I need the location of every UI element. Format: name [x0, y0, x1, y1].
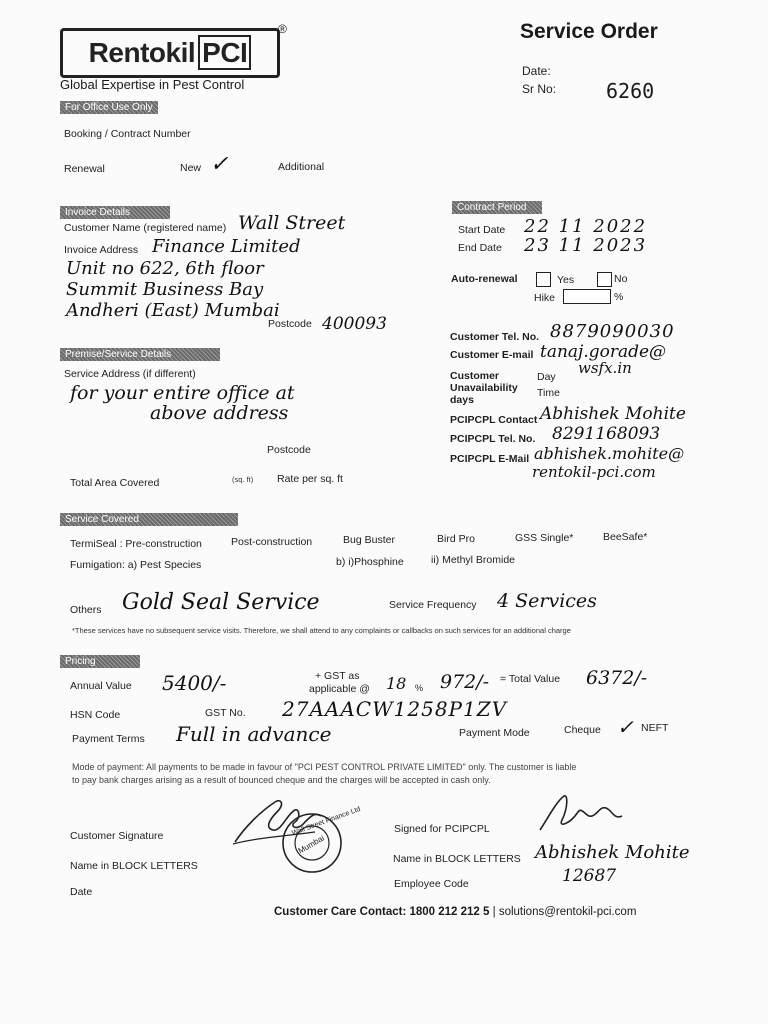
invoice-address-label: Invoice Address	[64, 244, 139, 256]
payment-mode-label: Payment Mode	[459, 727, 530, 739]
service-address-line1: for your entire office at	[70, 382, 295, 404]
gst-label-1: + GST as	[315, 670, 360, 682]
annual-value-label: Annual Value	[70, 680, 132, 692]
bird-pro-label: Bird Pro	[437, 533, 475, 545]
hike-label: Hike	[534, 292, 556, 304]
phosphine-label: b) i)Phosphine	[336, 556, 404, 568]
end-date-value: 23 11 2023	[524, 235, 648, 256]
stamp-inner-text: Mumbai	[296, 833, 326, 856]
customer-block-letters-label: Name in BLOCK LETTERS	[70, 860, 198, 872]
cheque-label: Cheque	[564, 724, 601, 736]
service-frequency-value: 4 Services	[497, 590, 597, 612]
office-use-band: For Office Use Only	[60, 101, 158, 114]
invoice-postcode-label: Postcode	[268, 318, 312, 330]
gst-no-label: GST No.	[205, 707, 246, 719]
new-check-mark: ✓	[210, 152, 229, 177]
rate-per-sqft-label: Rate per sq. ft	[277, 473, 343, 485]
methyl-bromide-label: ii) Methyl Bromide	[431, 554, 516, 566]
customer-care-phone: 1800 212 212 5	[409, 906, 490, 918]
tagline: Global Expertise in Pest Control	[60, 77, 245, 92]
unavailability-label-3: days	[450, 394, 474, 406]
services-note: *These services have no subsequent service visits. Therefore, we shall attend to any complaints or callbacks on such services for an additional charge	[72, 626, 571, 635]
post-construction-label: Post-construction	[231, 536, 313, 548]
service-address-label: Service Address (if different)	[64, 368, 196, 380]
time-label: Time	[537, 387, 560, 399]
auto-renewal-no-checkbox[interactable]	[597, 272, 612, 287]
pci-block-letters-value: Abhishek Mohite	[535, 842, 690, 863]
hike-percent: %	[614, 291, 624, 303]
unavailability-label-2: Unavailability	[450, 382, 518, 394]
cheque-check-mark: ✓	[617, 715, 634, 739]
pci-block-letters-label: Name in BLOCK LETTERS	[393, 853, 521, 865]
invoice-address-line1: Finance Limited	[152, 236, 301, 257]
gst-value: 972/-	[440, 671, 490, 693]
annual-value: 5400/-	[162, 671, 227, 695]
customer-care-line	[274, 906, 636, 918]
end-date-label: End Date	[458, 242, 502, 254]
auto-renewal-yes-checkbox[interactable]	[536, 272, 551, 287]
start-date-label: Start Date	[458, 224, 506, 236]
mode-note-line1: Mode of payment: All payments to be made in favour of "PCI PEST CONTROL PRIVATE LIMITED" only. The customer is liable	[72, 762, 577, 772]
srno-value: 6260	[606, 79, 655, 103]
auto-renewal-label: Auto-renewal	[451, 273, 518, 285]
total-value-label: = Total Value	[500, 673, 561, 685]
pci-tel-value: 8291168093	[552, 424, 661, 444]
hike-input[interactable]	[563, 289, 611, 304]
others-value: Gold Seal Service	[122, 590, 320, 615]
gst-no-value: 27AAACW1258P1ZV	[282, 697, 508, 721]
invoice-postcode-value: 400093	[322, 314, 387, 334]
no-label: No	[614, 273, 628, 285]
gst-percent: %	[415, 683, 424, 693]
mode-note-line2: to pay bank charges arising as a result of bounced cheque and the charges will be accepted in cash only.	[72, 775, 491, 785]
fumigation-label: Fumigation: a) Pest Species	[70, 559, 202, 571]
total-value: 6372/-	[586, 667, 648, 689]
contract-period-band: Contract Period	[452, 201, 542, 214]
service-address-line2: above address	[150, 402, 289, 424]
invoice-details-band: Invoice Details	[60, 206, 170, 219]
customer-name-label: Customer Name (registered name)	[64, 222, 227, 234]
customer-email-value-2: wsfx.in	[578, 359, 632, 377]
gst-rate-value: 18	[386, 674, 407, 693]
customer-care-email: | solutions@rentokil-pci.com	[492, 906, 637, 918]
customer-name-value: Wall Street	[238, 212, 346, 234]
pci-contact-label: PCIPCPL Contact	[450, 414, 538, 426]
new-label: New	[180, 162, 202, 174]
employee-code-value: 12687	[562, 866, 617, 886]
pci-email-value: abhishek.mohite@	[534, 444, 685, 463]
bug-buster-label: Bug Buster	[343, 534, 395, 546]
hsn-code-label: HSN Code	[70, 709, 121, 721]
invoice-address-line2: Unit no 622, 6th floor	[66, 258, 264, 279]
payment-terms-label: Payment Terms	[72, 733, 145, 745]
service-covered-band: Service Covered	[60, 513, 238, 526]
logo-rentokil: Rentokil	[88, 37, 196, 68]
employee-code-label: Employee Code	[394, 878, 469, 890]
registered-mark: ®	[278, 22, 287, 36]
stamp-outer-text: Wall Street Finance Ltd	[290, 805, 362, 838]
beesafe-label: BeeSafe*	[603, 531, 648, 543]
pci-signature-icon	[534, 790, 634, 840]
payment-terms-value: Full in advance	[176, 722, 332, 746]
additional-label: Additional	[278, 161, 325, 173]
customer-care-label: Customer Care Contact:	[274, 906, 407, 918]
booking-label: Booking / Contract Number	[64, 128, 191, 140]
customer-signature-label: Customer Signature	[70, 830, 164, 842]
gst-label-2: applicable @	[309, 683, 370, 695]
neft-label: NEFT	[641, 722, 669, 734]
customer-email-value: tanaj.gorade@	[540, 342, 667, 362]
premise-details-band: Premise/Service Details	[60, 348, 220, 361]
service-frequency-label: Service Frequency	[389, 599, 477, 611]
day-label: Day	[537, 371, 556, 383]
gss-single-label: GSS Single*	[515, 532, 574, 544]
pci-tel-label: PCIPCPL Tel. No.	[450, 433, 536, 445]
others-label: Others	[70, 604, 102, 616]
pci-email-value-2: rentokil-pci.com	[532, 463, 656, 481]
unavailability-label-1: Customer	[450, 370, 500, 382]
invoice-address-line3: Summit Business Bay	[66, 279, 264, 300]
customer-email-label: Customer E-mail	[450, 349, 534, 361]
srno-label: Sr No:	[522, 82, 557, 96]
premise-postcode-label: Postcode	[267, 444, 311, 456]
termiseal-label: TermiSeal : Pre-construction	[70, 538, 202, 550]
pci-contact-value: Abhishek Mohite	[540, 404, 686, 424]
document-title: Service Order	[520, 20, 658, 43]
company-logo	[60, 28, 280, 78]
pci-email-label: PCIPCPL E-Mail	[450, 453, 530, 465]
yes-label: Yes	[557, 274, 575, 286]
sqft-unit: (sq. ft)	[232, 475, 254, 484]
customer-tel-label: Customer Tel. No.	[450, 331, 540, 343]
start-date-value: 22 11 2022	[524, 216, 648, 237]
total-area-label: Total Area Covered	[70, 477, 160, 489]
invoice-address-line4: Andheri (East) Mumbai	[66, 300, 280, 321]
signed-for-label: Signed for PCIPCPL	[394, 823, 490, 835]
customer-date-label: Date	[70, 886, 93, 898]
logo-pci: PCI	[198, 35, 251, 70]
date-label: Date:	[522, 64, 551, 78]
pricing-band: Pricing	[60, 655, 140, 668]
renewal-label: Renewal	[64, 163, 105, 175]
customer-tel-value: 8879090030	[550, 321, 675, 342]
